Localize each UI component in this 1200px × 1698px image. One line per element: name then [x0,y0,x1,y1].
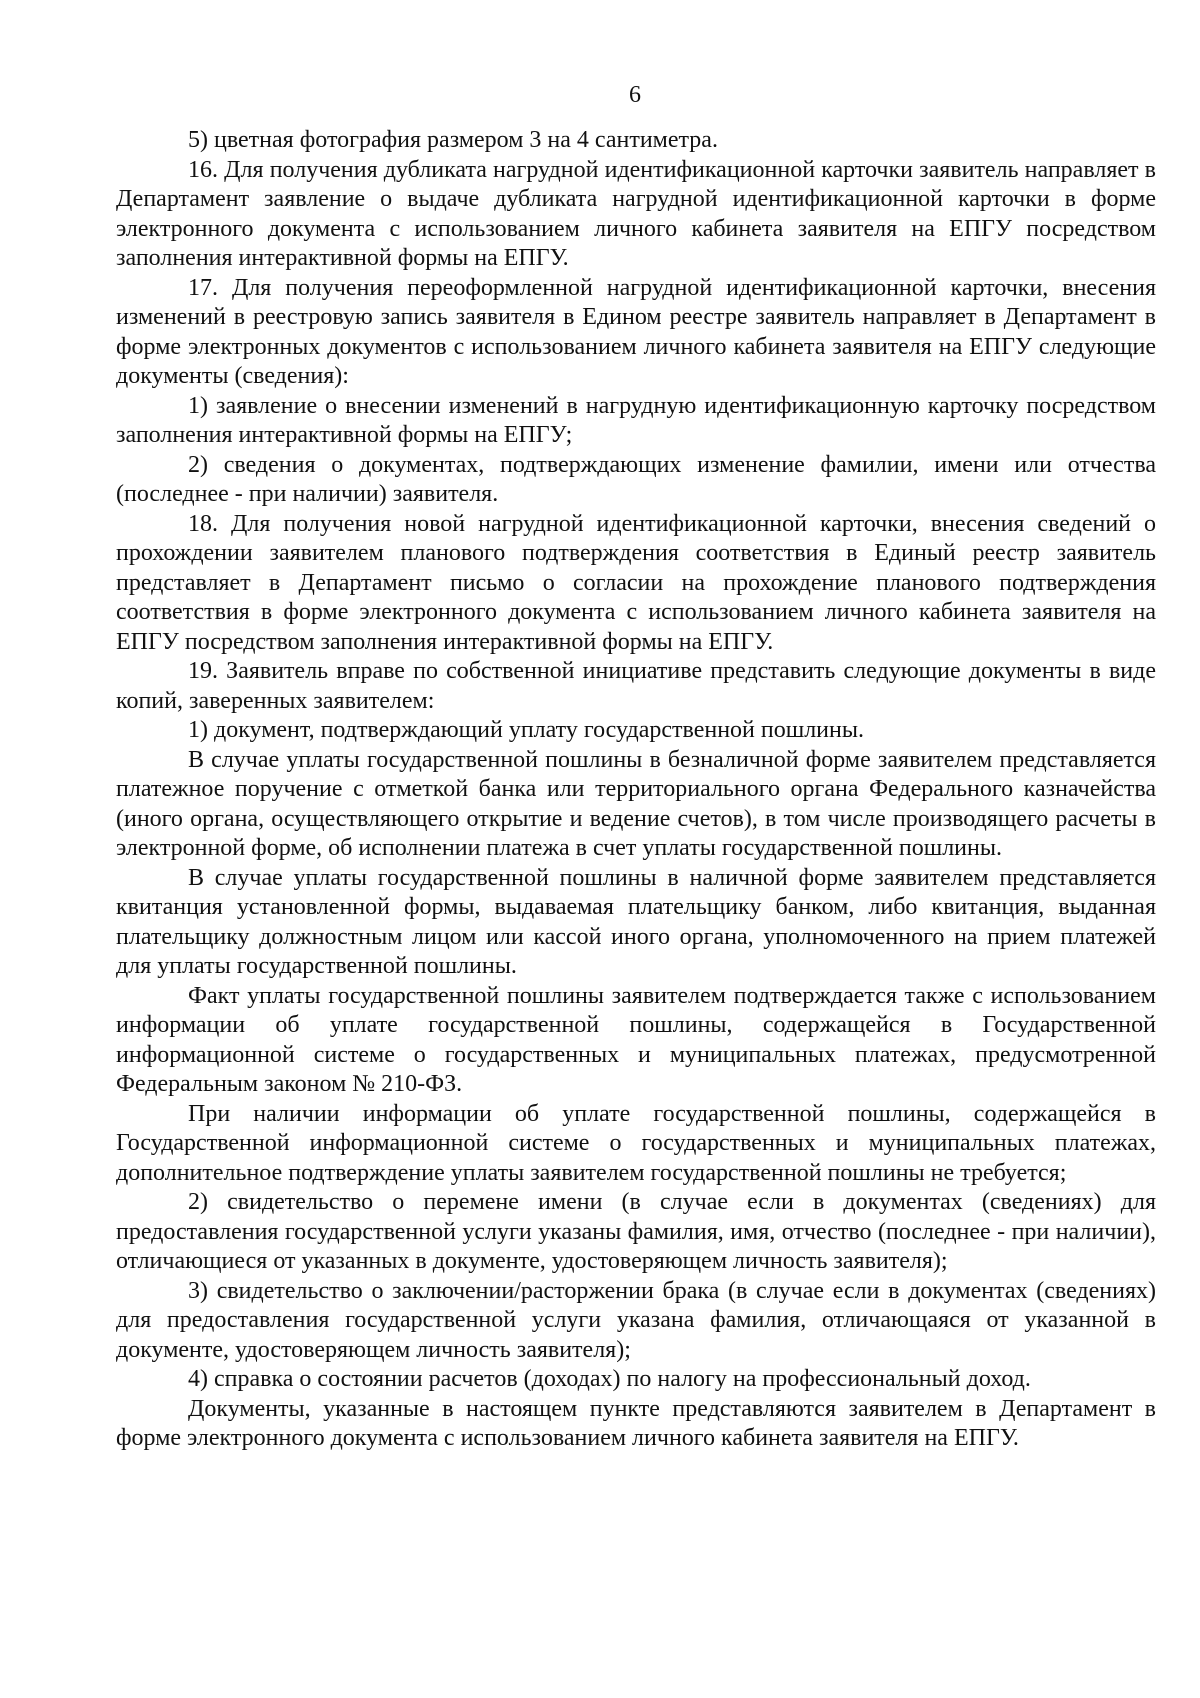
documents-submission-paragraph: Документы, указанные в настоящем пункте представляются заявителем в Департамент в форме электронного документа с использованием личного кабинета заявителя на ЕПГУ. [116,1395,1156,1451]
item-5-photo: 5) цветная фотография размером 3 на 4 сантиметра. [188,127,718,153]
clause-18: 18. Для получения новой нагрудной идентификационной карточки, внесения сведений о прохождении заявителем планового подтверждения соответствия в Единый реестр заявитель представляет в Департамент письмо о согласии на прохождение планового подтверждения соответствия в форме электронного документа с использованием личного кабинета заявителя на ЕПГУ посредством заполнения интерактивной формы на ЕПГУ. [116,510,1156,655]
clause-16: 16. Для получения дубликата нагрудной идентификационной карточки заявитель направляет в Департамент заявление о выдаче дубликата нагрудной идентификационной карточки в форме электронного документа с использованием личного кабинета заявителя на ЕПГУ посредством заполнения интерактивной формы на ЕПГУ. [116,156,1156,271]
clause-19-item-4: 4) справка о состоянии расчетов (доходах) по налогу на профессиональный доход. [188,1366,1031,1392]
payment-info-paragraph: При наличии информации об уплате государственной пошлины, содержащейся в Государственной информационной системе о государственных и муниципальных платежах, дополнительное подтверждение уплаты заявителем государственной пошлины не требуется; [116,1100,1156,1186]
clause-19-item-2: 2) свидетельство о перемене имени (в случае если в документах (сведениях) для предоставления государственной услуги указаны фамилия, имя, отчество (последнее - при наличии), отличающиеся от указанных в документе, удостоверяющем личность заявителя); [116,1189,1156,1274]
clause-19-item-3: 3) свидетельство о заключении/расторжении брака (в случае если в документах (сведениях) для предоставления государственной услуги указана фамилия, отличающаяся от указанной в документе, удостоверяющем личность заявителя); [116,1277,1156,1363]
clause-19-item-1: 1) документ, подтверждающий уплату государственной пошлины. [188,717,864,743]
clause-19: 19. Заявитель вправе по собственной инициативе представить следующие документы в виде копий, заверенных заявителем: [116,658,1156,714]
cashless-payment-paragraph: В случае уплаты государственной пошлины в безналичной форме заявителем представляется платежное поручение с отметкой банка или территориального органа Федерального казначейства (иного органа, осуществляющего открытие и ведение счетов), в том числе производящего расчеты в электронной форме, об исполнении платежа в счет уплаты государственной пошлины. [116,746,1156,861]
clause-17-item-2: 2) сведения о документах, подтверждающих изменение фамилии, имени или отчества (последнее - при наличии) заявителя. [116,451,1156,507]
payment-confirmation-paragraph: Факт уплаты государственной пошлины заявителем подтверждается также с использованием информации об уплате государственной пошлины, содержащейся в Государственной информационной системе о государственных и муниципальных платежах, предусмотренной Федеральным законом № 210-ФЗ. [116,982,1156,1097]
page-number: 6 [629,82,641,108]
document-body [116,126,1156,1454]
clause-17: 17. Для получения переоформленной нагрудной идентификационной карточки, внесения изменений в реестровую запись заявителя в Едином реестре заявитель направляет в Департамент в форме электронных документов с использованием личного кабинета заявителя на ЕПГУ следующие документы (сведения): [116,274,1156,389]
cash-payment-paragraph: В случае уплаты государственной пошлины в наличной форме заявителем представляется квитанция установленной формы, выдаваемая плательщику банком, либо квитанция, выданная плательщику должностным лицом или кассой иного органа, уполномоченного на прием платежей для уплаты государственной пошлины. [116,864,1156,979]
clause-17-item-1: 1) заявление о внесении изменений в нагрудную идентификационную карточку посредством заполнения интерактивной формы на ЕПГУ; [116,392,1156,448]
